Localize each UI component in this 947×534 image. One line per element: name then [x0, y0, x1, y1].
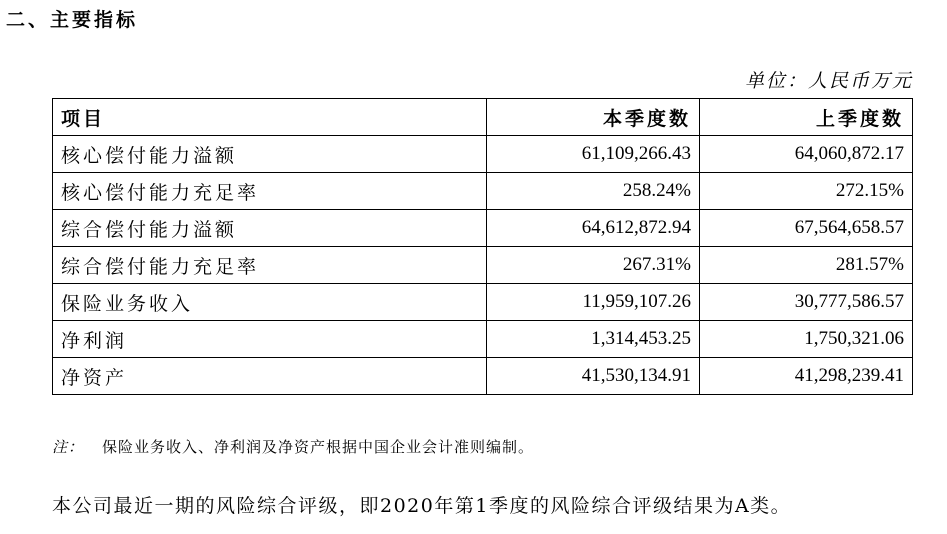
row-item-label: 核心偿付能力溢额	[53, 136, 487, 173]
footnote	[52, 436, 534, 457]
footnote-label: 注：	[52, 438, 85, 456]
header-item: 项目	[53, 99, 487, 136]
row-current-value: 64,612,872.94	[487, 210, 700, 247]
row-previous-value: 67,564,658.57	[700, 210, 913, 247]
row-item-label: 净利润	[53, 321, 487, 358]
table-row	[53, 284, 913, 321]
row-previous-value: 272.15%	[700, 173, 913, 210]
table-row	[53, 136, 913, 173]
row-current-value: 41,530,134.91	[487, 358, 700, 395]
row-current-value: 267.31%	[487, 247, 700, 284]
unit-label: 单位：人民币万元	[744, 70, 913, 92]
table-row	[53, 247, 913, 284]
table-row	[53, 321, 913, 358]
table-row	[53, 210, 913, 247]
row-current-value: 61,109,266.43	[487, 136, 700, 173]
header-current-quarter: 本季度数	[487, 99, 700, 136]
table-row	[53, 358, 913, 395]
section-title: 二、主要指标	[6, 9, 139, 31]
row-item-label: 保险业务收入	[53, 284, 487, 321]
key-indicators-table	[52, 98, 913, 395]
row-item-label: 综合偿付能力充足率	[53, 247, 487, 284]
row-item-label: 综合偿付能力溢额	[53, 210, 487, 247]
row-previous-value: 64,060,872.17	[700, 136, 913, 173]
row-previous-value: 281.57%	[700, 247, 913, 284]
row-current-value: 1,314,453.25	[487, 321, 700, 358]
row-current-value: 258.24%	[487, 173, 700, 210]
header-previous-quarter: 上季度数	[700, 99, 913, 136]
footnote-text: 保险业务收入、净利润及净资产根据中国企业会计准则编制。	[102, 438, 535, 456]
table-row	[53, 173, 913, 210]
row-previous-value: 41,298,239.41	[700, 358, 913, 395]
table-header-row	[53, 99, 913, 136]
row-current-value: 11,959,107.26	[487, 284, 700, 321]
row-previous-value: 30,777,586.57	[700, 284, 913, 321]
row-item-label: 净资产	[53, 358, 487, 395]
row-item-label: 核心偿付能力充足率	[53, 173, 487, 210]
risk-rating-statement: 本公司最近一期的风险综合评级，即2020年第1季度的风险综合评级结果为A类。	[52, 495, 792, 517]
row-previous-value: 1,750,321.06	[700, 321, 913, 358]
